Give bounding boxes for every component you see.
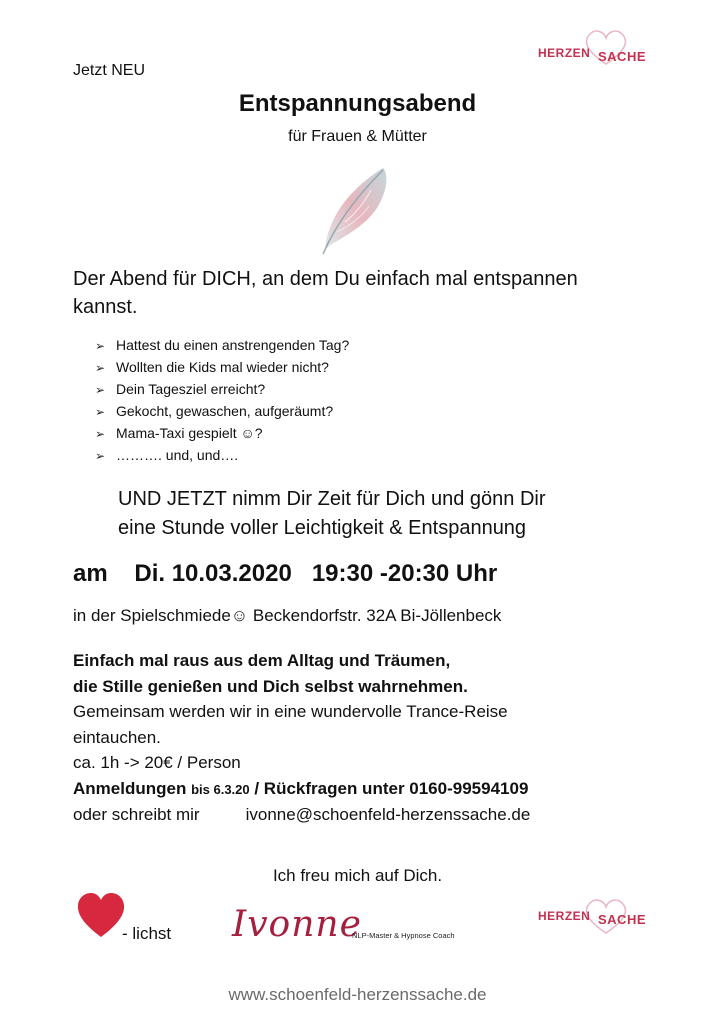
list-item: ➢ Gekocht, gewaschen, aufgeräumt? <box>95 400 349 422</box>
question-list <box>95 334 349 466</box>
logo-text-left: HERZEN <box>538 46 591 60</box>
description-bold-1: Einfach mal raus aus dem Alltag und Träumen, <box>73 651 451 670</box>
arrow-bullet-icon: ➢ <box>95 383 106 397</box>
herzenssache-logo-top <box>536 24 646 64</box>
callout-line-2: eine Stunde voller Leichtigkeit & Entspannung <box>118 517 527 539</box>
description-text-2: eintauchen. <box>73 727 161 747</box>
price-text: ca. 1h -> 20€ / Person <box>73 753 241 772</box>
logo-text-left: HERZEN <box>538 909 591 923</box>
website-url[interactable]: www.schoenfeld-herzenssache.de <box>228 985 487 1004</box>
list-item: ➢ ………. und, und…. <box>95 444 349 466</box>
contact-label: oder schreibt mir <box>73 805 200 824</box>
signature-name: Ivonne <box>232 904 362 945</box>
arrow-bullet-icon: ➢ <box>95 427 106 441</box>
closing-text: Ich freu mich auf Dich. <box>272 866 443 885</box>
heart-icon <box>75 891 127 939</box>
event-date: Di. 10.03.2020 <box>134 560 292 587</box>
kicker-text: Jetzt NEU <box>73 62 146 79</box>
feather-icon <box>305 162 405 257</box>
email-link[interactable]: ivonne@schoenfeld-herzenssache.de <box>245 805 531 824</box>
subtitle: für Frauen & Mütter <box>288 128 427 145</box>
signoff-text: - lichst <box>122 924 172 943</box>
callout-line-1: UND JETZT nimm Dir Zeit für Dich und gönn Dir <box>118 488 546 510</box>
list-item: ➢ Dein Tagesziel erreicht? <box>95 378 349 400</box>
arrow-bullet-icon: ➢ <box>95 339 106 353</box>
list-item: ➢ Wollten die Kids mal wieder nicht? <box>95 356 349 378</box>
event-time: 19:30 -20:30 Uhr <box>311 560 498 587</box>
page-title: Entspannungsabend <box>238 90 477 117</box>
credentials-text: NLP-Master & Hypnose Coach <box>352 931 455 940</box>
list-item: ➢ Hattest du einen anstrengenden Tag? <box>95 334 349 356</box>
event-am: am <box>73 560 108 587</box>
event-dateline <box>73 560 497 588</box>
intro-text: Der Abend für DICH, an dem Du einfach mal entspannen kannst. <box>73 268 578 318</box>
herzenssache-logo-bottom <box>536 893 646 933</box>
contact-line <box>73 802 673 828</box>
description-bold-2: die Stille genießen und Dich selbst wahrnehmen. <box>73 676 468 696</box>
arrow-bullet-icon: ➢ <box>95 361 106 375</box>
event-venue: in der Spielschmiede☺ Beckendorfstr. 32A Bi-Jöllenbeck <box>73 606 502 625</box>
callout-text <box>118 485 546 543</box>
list-item: ➢ Mama-Taxi gespielt ☺? <box>95 422 349 444</box>
arrow-bullet-icon: ➢ <box>95 405 106 419</box>
logo-text-right: SACHE <box>598 912 647 927</box>
arrow-bullet-icon: ➢ <box>95 449 106 463</box>
description-text-1: Gemeinsam werden wir in eine wundervolle Trance-Reise <box>73 702 508 721</box>
registration-line: Anmeldungen bis 6.3.20 / Rückfragen unter 0160-99594109 <box>73 778 529 798</box>
event-description <box>73 648 673 828</box>
logo-text-right: SACHE <box>598 49 647 64</box>
